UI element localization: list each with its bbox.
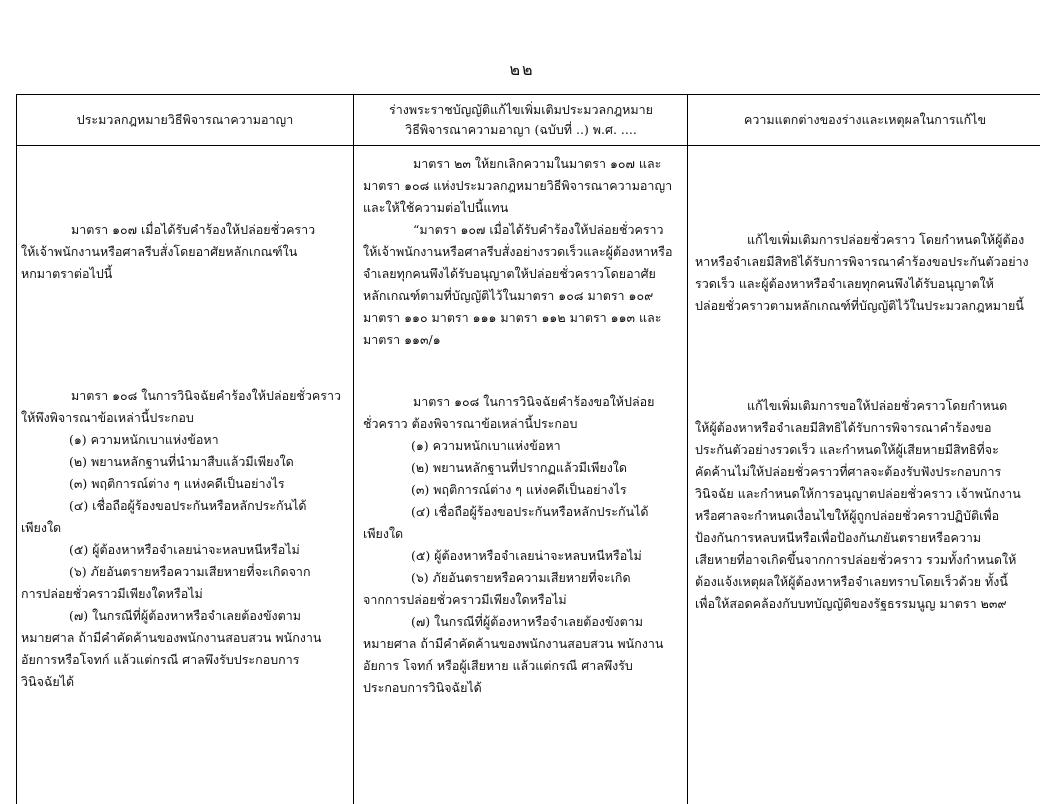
text-line: ปล่อยชั่วคราวตามหลักเกณฑ์ที่บัญญัติไว้ในประมวลกฎหมายนี้ [695, 298, 1024, 313]
text-line: มาตรา ๑๑๐ มาตรา ๑๑๑ มาตรา ๑๑๒ มาตรา ๑๑๓ และ [363, 310, 662, 325]
reason-section-108 [695, 395, 1037, 615]
draft-section-108 [363, 391, 681, 699]
text-line: วินิจฉัย และกำหนดให้การอนุญาตปล่อยชั่วคราว เจ้าพนักงาน [695, 486, 1021, 501]
text-line: ประกอบการวินิจฉัยได้ [363, 680, 482, 695]
list-item: (๓) พฤติการณ์ต่าง ๆ แห่งคดีเป็นอย่างไร [69, 476, 285, 491]
text-line: มาตรา ๑๐๗ เมื่อได้รับคำร้องให้ปล่อยชั่วคราว [71, 222, 316, 237]
text-line: หกมาตราต่อไปนี้ [21, 266, 113, 281]
column-divider-1 [353, 95, 354, 804]
text-line: มาตรา ๑๐๘ แห่งประมวลกฎหมายวิธีพิจารณาความอาญา [363, 178, 673, 193]
text-line: ให้ผู้ต้องหาหรือจำเลยมีสิทธิได้รับการพิจารณาคำร้องขอ [695, 420, 992, 435]
text-line: มาตรา ๑๐๘ ในการวินิจฉัยคำร้องให้ปล่อยชั่วคราว [71, 388, 342, 403]
list-item: (๔) เชื่อถือผู้ร้องขอประกันหรือหลักประกันได้ [411, 504, 649, 519]
draft-section-23 [363, 153, 681, 351]
text-line: ให้เจ้าพนักงานหรือศาลรีบสั่งโดยอาศัยหลักเกณฑ์ใน [21, 244, 298, 259]
header-divider [17, 145, 1040, 146]
list-item: (๔) เชื่อถือผู้ร้องขอประกันหรือหลักประกันได้ [69, 498, 307, 513]
text-line: หรือศาลจะกำหนดเงื่อนไขให้ผู้ถูกปล่อยชั่วคราวปฏิบัติเพื่อ [695, 508, 1000, 523]
text-line: เพียงใด [21, 520, 62, 535]
header-draft-law-line2: วิธีพิจารณาความอาญา (ฉบับที่ ..) พ.ศ. .... [405, 122, 637, 137]
text-line: มาตรา ๑๑๓/๑ [363, 332, 441, 347]
list-item: (๕) ผู้ต้องหาหรือจำเลยน่าจะหลบหนีหรือไม่ [69, 542, 300, 557]
text-line: มาตรา ๒๓ ให้ยกเลิกความในมาตรา ๑๐๗ และ [413, 156, 662, 171]
list-item: (๖) ภัยอันตรายหรือความเสียหายที่จะเกิดจาก [69, 564, 311, 579]
text-line: อัยการหรือโจทก์ แล้วแต่กรณี ศาลพึงรับประกอบการ [21, 652, 300, 667]
text-line: คัดค้านไม่ให้ปล่อยชั่วคราวที่ศาลจะต้องรับฟังประกอบการ [695, 464, 1002, 479]
list-item: (๑) ความหนักเบาแห่งข้อหา [69, 432, 219, 447]
list-item: (๕) ผู้ต้องหาหรือจำเลยน่าจะหลบหนีหรือไม่ [411, 548, 642, 563]
header-draft-law [355, 95, 687, 145]
current-section-108 [21, 385, 347, 693]
list-item: (๖) ภัยอันตรายหรือความเสียหายที่จะเกิด [411, 570, 631, 585]
text-line: หาหรือจำเลยมีสิทธิได้รับการพิจารณาคำร้องขอประกันตัวอย่าง [695, 254, 1029, 269]
column-divider-2 [687, 95, 688, 804]
header-draft-law-line1: ร่างพระราชบัญญัติแก้ไขเพิ่มเติมประมวลกฎหมาย [389, 102, 653, 117]
list-item: (๑) ความหนักเบาแห่งข้อหา [411, 438, 561, 453]
text-line: แก้ไขเพิ่มเติมการปล่อยชั่วคราว โดยกำหนดให้ผู้ต้อง [747, 232, 1025, 247]
text-line: เพียงใด [363, 526, 404, 541]
text-line: “มาตรา ๑๐๗ เมื่อได้รับคำร้องให้ปล่อยชั่วคราว [413, 222, 664, 237]
text-line: อัยการ โจทก์ หรือผู้เสียหาย แล้วแต่กรณี ศาลพึงรับ [363, 658, 633, 673]
text-line: เสียหายที่อาจเกิดขึ้นจากการปล่อยชั่วคราว รวมทั้งกำหนดให้ [695, 552, 1017, 567]
list-item: (๒) พยานหลักฐานที่ปรากฏแล้วมีเพียงใด [411, 460, 628, 475]
text-line: ป้องกันการหลบหนีหรือเพื่อป้องกันภยันตรายหรือความ [695, 530, 982, 545]
header-reasons-label: ความแตกต่างของร่างและเหตุผลในการแก้ไข [743, 112, 987, 127]
current-section-107 [21, 219, 347, 285]
comparison-table [16, 94, 1040, 804]
header-reasons [689, 95, 1041, 145]
text-line: ต้องแจ้งเหตุผลให้ผู้ต้องหาหรือจำเลยทราบโดยเร็วด้วย ทั้งนี้ [695, 574, 1008, 589]
text-line: แก้ไขเพิ่มเติมการขอให้ปล่อยชั่วคราวโดยกำหนด [747, 398, 1008, 413]
text-line: ชั่วคราว ต้องพิจารณาข้อเหล่านี้ประกอบ [363, 416, 578, 431]
text-line: มาตรา ๑๐๘ ในการวินิจฉัยคำร้องขอให้ปล่อย [413, 394, 655, 409]
list-item: (๒) พยานหลักฐานที่นำมาสืบแล้วมีเพียงใด [69, 454, 294, 469]
reason-section-107 [695, 229, 1037, 317]
list-item: (๗) ในกรณีที่ผู้ต้องหาหรือจำเลยต้องขังตาม [69, 608, 302, 623]
text-line: เพื่อให้สอดคล้องกับบทบัญญัติของรัฐธรรมนูญ มาตรา ๒๓๙ [695, 596, 1007, 611]
list-item: (๓) พฤติการณ์ต่าง ๆ แห่งคดีเป็นอย่างไร [411, 482, 627, 497]
text-line: การปล่อยชั่วคราวมีเพียงใดหรือไม่ [21, 586, 203, 601]
text-line: ให้เจ้าพนักงานหรือศาลรีบสั่งอย่างรวดเร็วและผู้ต้องหาหรือ [363, 244, 673, 259]
text-line: หมายศาล ถ้ามีคำคัดค้านของพนักงานสอบสวน พนักงาน [363, 636, 664, 651]
list-item: (๗) ในกรณีที่ผู้ต้องหาหรือจำเลยต้องขังตาม [411, 614, 644, 629]
text-line: ให้พึงพิจารณาข้อเหล่านี้ประกอบ [21, 410, 194, 425]
text-line: รวดเร็ว และผู้ต้องหาหรือจำเลยทุกคนพึงได้รับอนุญาตให้ [695, 276, 994, 291]
page-number: ๒๒ [509, 60, 535, 79]
text-line: จากการปล่อยชั่วคราวมีเพียงใดหรือไม่ [363, 592, 567, 607]
text-line: วินิจฉัยได้ [21, 674, 75, 689]
header-current-law [17, 95, 353, 145]
header-current-law-label: ประมวลกฎหมายวิธีพิจารณาความอาญา [76, 112, 294, 127]
text-line: จำเลยทุกคนพึงได้รับอนุญาตให้ปล่อยชั่วคราวโดยอาศัย [363, 266, 656, 281]
text-line: หลักเกณฑ์ตามที่บัญญัติไว้ในมาตรา ๑๐๘ มาตรา ๑๐๙ [363, 288, 654, 303]
text-line: หมายศาล ถ้ามีคำคัดค้านของพนักงานสอบสวน พนักงาน [21, 630, 322, 645]
text-line: ประกันตัวอย่างรวดเร็ว และกำหนดให้ผู้เสียหายมีสิทธิที่จะ [695, 442, 999, 457]
text-line: และให้ใช้ความต่อไปนี้แทน [363, 200, 509, 215]
